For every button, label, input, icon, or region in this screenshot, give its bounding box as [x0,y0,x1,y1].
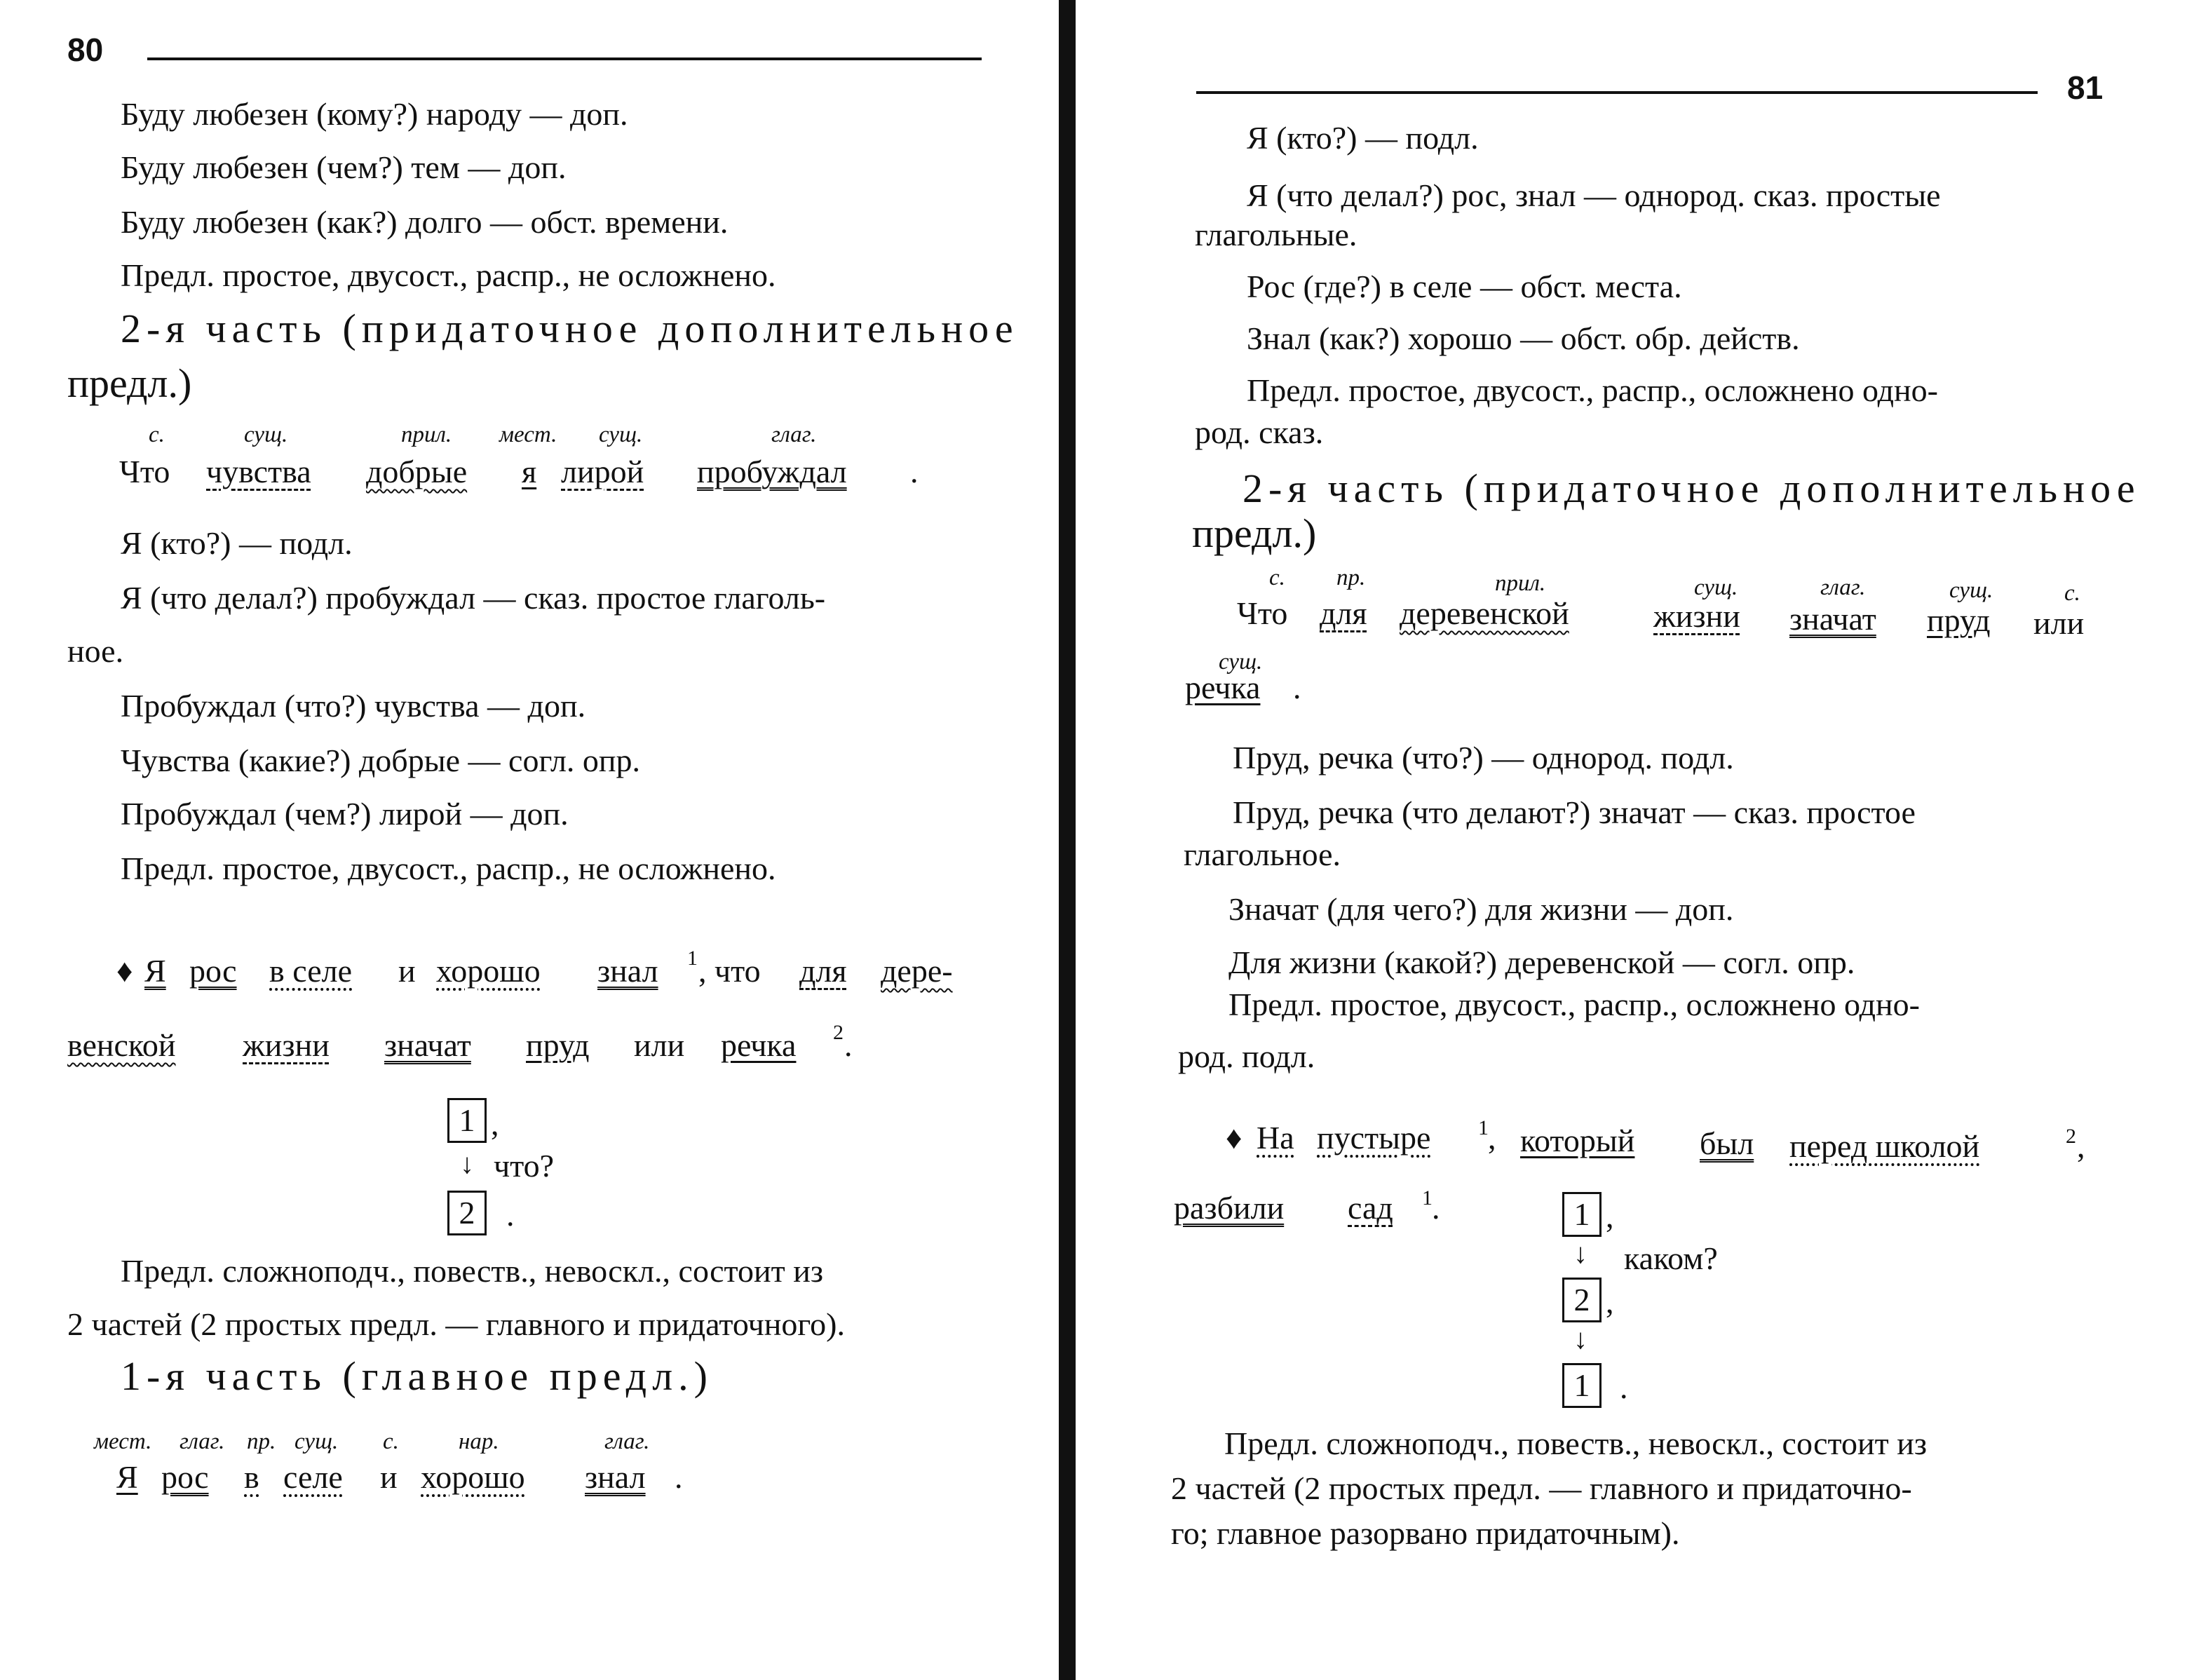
bullet-icon: ♦ [1226,1120,1242,1156]
text-line: род. подл. [1178,1038,1315,1074]
sentence-punct: . [1432,1190,1440,1226]
sentence-punct: . [910,454,919,489]
sentence-word-subject: пруд [1927,602,1991,638]
text-line: Чувства (какие?) добрые — согл. опр. [121,743,641,778]
sentence-word-object: жизни [1653,598,1740,634]
pos-annotation: прил. [1495,571,1546,596]
sentence-punct: , [1488,1120,1496,1156]
clause-box: 2 [447,1191,487,1235]
sentence-word-predicate: знал [585,1459,646,1495]
text-line: Предл. простое, двусост., распр., осложнено одно- [1247,372,1938,408]
section-heading: 1-я часть (главное предл.) [121,1353,713,1399]
text-line: Буду любезен (как?) долго — обст. времени. [121,204,729,240]
clause-index: 2 [2066,1125,2076,1148]
pos-annotation: с. [1269,565,1285,590]
text-line: Для жизни (какой?) деревенской — согл. опр. [1228,944,1855,980]
sentence-word-predicate: знал [597,953,658,989]
pos-annotation: глаг. [180,1429,225,1454]
sentence-word-subject: Я [144,953,166,989]
pos-annotation: сущ. [1949,578,1993,603]
arrow-down-icon: ↓ [460,1148,474,1179]
sentence-word-circumstance: в [244,1459,259,1495]
text-line: Знал (как?) хорошо — обст. обр. действ. [1247,320,1800,356]
book-spine [1059,0,1076,1680]
text-line: Я (что делал?) рос, знал — однород. сказ. простые [1247,177,1941,213]
pos-annotation: с. [2064,581,2080,606]
sentence-word: для [1320,595,1367,631]
sentence-word-subject: я [522,454,537,489]
scheme-question: что? [494,1148,555,1184]
pos-annotation: прил. [401,422,452,447]
sentence-word: для [799,953,847,989]
pos-annotation: сущ. [244,422,288,447]
sentence-word-attribute: добрые [366,454,468,489]
sentence-word-subject: речка [721,1027,797,1063]
text-line: Пруд, речка (что делают?) значат — сказ. простое [1233,794,1916,830]
sentence-word-attribute: венской [67,1027,176,1063]
sentence-punct: . [844,1027,853,1063]
sentence-word-object: чувства [206,454,311,489]
section-heading-cont: предл.) [67,360,192,406]
clause-index: 1 [1478,1116,1489,1139]
header-rule-right [1196,91,2038,94]
pos-annotation: пр. [1336,565,1366,590]
text-line: глагольное. [1184,836,1341,872]
clause-box: 1 [447,1098,487,1143]
pos-annotation: глаг. [1820,575,1866,600]
sentence-word-circumstance: в селе [269,953,352,989]
sentence-word-predicate: разбили [1174,1190,1285,1226]
clause-index: 1 [687,947,698,970]
sentence-word: и [398,953,416,989]
text-line: Рос (где?) в селе — обст. места. [1247,269,1682,304]
sentence-word: Что [1237,595,1288,631]
text-line: Значат (для чего?) для жизни — доп. [1228,891,1734,927]
pos-annotation: с. [149,422,165,447]
sentence-word: или [634,1027,685,1063]
text-line: Пруд, речка (что?) — однород. подл. [1233,740,1734,775]
clause-index: 1 [1422,1186,1433,1210]
sentence-word-subject: пруд [526,1027,590,1063]
sentence-word: Что [119,454,170,489]
text-line: ное. [67,633,124,669]
sentence-word-circumstance: хорошо [436,953,541,989]
sentence-word-attribute: деревенской [1400,595,1569,631]
sentence-word-object: жизни [243,1027,330,1063]
sentence-word-circumstance: пустыре [1317,1120,1431,1156]
page-number-right: 81 [2067,69,2104,106]
text-line: Предл. сложноподч., повеств., невоскл., состоит из [1224,1425,1928,1461]
sentence-word: и [380,1459,398,1495]
sentence-word: , что [698,953,761,989]
sentence-punct: . [1293,670,1301,705]
sentence-word-attribute: дере- [881,953,953,989]
clause-index: 2 [833,1021,844,1044]
text-line: 2 частей (2 простых предл. — главного и придаточно- [1171,1470,1912,1506]
text-line: род. сказ. [1195,414,1324,450]
sentence-word-subject: речка [1185,670,1261,705]
pos-annotation: нар. [459,1429,499,1454]
sentence-word-predicate: рос [161,1459,209,1495]
text-line: го; главное разорвано придаточным). [1171,1515,1680,1551]
section-heading-cont: предл.) [1192,510,1317,556]
sentence-word-subject: который [1520,1123,1635,1158]
section-heading: 2-я часть (придаточное дополнительное [1242,466,2141,511]
sentence-word: или [2033,605,2085,641]
text-line: Предл. простое, двусост., распр., не осложнено. [121,851,776,886]
sentence-word-predicate: рос [189,953,237,989]
clause-box: 1 [1562,1192,1602,1237]
text-line: Я (что делал?) пробуждал — сказ. простое глаголь- [121,580,826,616]
bullet-icon: ♦ [116,953,133,989]
text-line: Буду любезен (чем?) тем — доп. [121,149,567,185]
scheme-period: . [506,1197,515,1233]
pos-annotation: с. [383,1429,399,1454]
arrow-down-icon: ↓ [1573,1238,1587,1269]
pos-annotation: сущ. [1694,575,1738,600]
text-line: Предл. сложноподч., повеств., невоскл., состоит из [121,1253,824,1289]
text-line: Я (кто?) — подл. [1247,120,1479,156]
sentence-word-predicate: значат [384,1027,471,1063]
page-number-left: 80 [67,32,104,68]
scheme-comma: , [1606,1284,1614,1320]
sentence-word-subject: Я [116,1459,138,1495]
sentence-word-predicate: пробуждал [697,454,847,489]
sentence-word-circumstance: перед школой [1789,1128,1980,1164]
clause-box: 2 [1562,1278,1602,1322]
text-line: Пробуждал (что?) чувства — доп. [121,688,586,724]
scheme-comma: , [1606,1198,1614,1234]
section-heading: 2-я часть (придаточное дополнительное [121,306,1019,351]
sentence-word-predicate: был [1700,1125,1754,1161]
scheme-question: каком? [1624,1240,1718,1276]
text-line: Предл. простое, двусост., распр., не осложнено. [121,257,776,293]
scheme-period: . [1620,1369,1628,1405]
pos-annotation: сущ. [294,1429,339,1454]
arrow-down-icon: ↓ [1573,1323,1587,1355]
pos-annotation: пр. [247,1429,276,1454]
pos-annotation: глаг. [604,1429,650,1454]
text-line: Предл. простое, двусост., распр., осложнено одно- [1228,987,1920,1022]
sentence-word-circumstance: хорошо [421,1459,525,1495]
text-line: Пробуждал (чем?) лирой — доп. [121,796,569,832]
clause-box: 1 [1562,1363,1602,1408]
pos-annotation: сущ. [599,422,643,447]
pos-annotation: мест. [499,422,557,447]
scheme-comma: , [491,1106,499,1142]
sentence-word-predicate: значат [1789,601,1876,637]
sentence-word-object: лирой [561,454,644,489]
pos-annotation: мест. [94,1429,152,1454]
header-rule-left [147,57,982,60]
sentence-word-circumstance: На [1257,1120,1294,1156]
sentence-word-object: сад [1348,1190,1393,1226]
text-line: 2 частей (2 простых предл. — главного и придаточного). [67,1306,845,1342]
text-line: глагольные. [1195,217,1357,252]
sentence-punct: . [675,1459,683,1495]
sentence-punct: , [2077,1128,2085,1164]
text-line: Буду любезен (кому?) народу — доп. [121,96,628,132]
text-line: Я (кто?) — подл. [121,525,353,561]
pos-annotation: глаг. [771,422,817,447]
sentence-word-circumstance: селе [283,1459,343,1495]
pos-annotation: сущ. [1219,649,1263,675]
